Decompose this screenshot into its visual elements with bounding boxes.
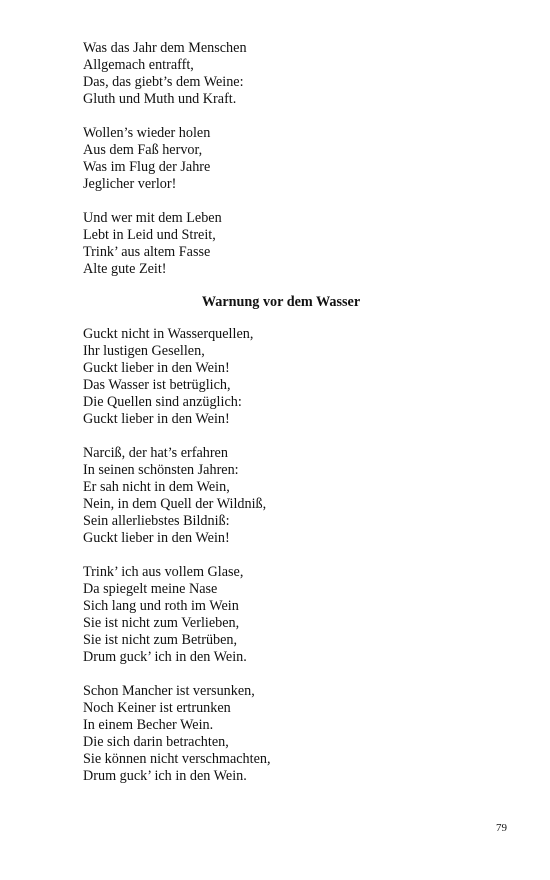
verse-line: Allgemach entrafft,: [83, 57, 194, 73]
verse-line: Die Quellen sind anzüglich:: [83, 394, 242, 410]
verse-line: Guckt lieber in den Wein!: [83, 360, 230, 376]
verse-line: Sie können nicht verschmachten,: [83, 751, 271, 767]
poem-title: Warnung vor dem Wasser: [201, 294, 361, 310]
verse-line: Narciß, der hat’s erfahren: [83, 445, 228, 461]
verse-line: Guckt lieber in den Wein!: [83, 411, 230, 427]
verse-line: Da spiegelt meine Nase: [83, 581, 218, 597]
verse-line: In einem Becher Wein.: [83, 717, 214, 733]
verse-line: Trink’ aus altem Fasse: [83, 244, 211, 260]
verse-line: Sie ist nicht zum Verlieben,: [83, 615, 240, 631]
verse-line: Noch Keiner ist ertrunken: [83, 700, 231, 716]
verse-line: Und wer mit dem Leben: [83, 210, 222, 226]
verse-line: Guckt nicht in Wasserquellen,: [83, 326, 254, 342]
poem1-stanza: [83, 40, 483, 108]
verse-line: Jeglicher verlor!: [83, 176, 177, 192]
verse-line: Gluth und Muth und Kraft.: [83, 91, 237, 107]
verse-line: Sich lang und roth im Wein: [83, 598, 239, 614]
verse-line: Wollen’s wieder holen: [83, 125, 211, 141]
verse-line: Aus dem Faß hervor,: [83, 142, 203, 158]
verse-line: Drum guck’ ich in den Wein.: [83, 768, 247, 784]
verse-line: Sein allerliebstes Bildniß:: [83, 513, 230, 529]
verse-line: Alte gute Zeit!: [83, 261, 167, 277]
page-text: [83, 40, 483, 802]
verse-line: Guckt lieber in den Wein!: [83, 530, 230, 546]
verse-line: Trink’ ich aus vollem Glase,: [83, 564, 244, 580]
verse-line: Drum guck’ ich in den Wein.: [83, 649, 247, 665]
verse-line: Lebt in Leid und Streit,: [83, 227, 216, 243]
page-number: 79: [496, 822, 507, 834]
verse-line: Was im Flug der Jahre: [83, 159, 211, 175]
verse-line: Die sich darin betrachten,: [83, 734, 229, 750]
poem2-stanza: [83, 445, 483, 547]
verse-line: Was das Jahr dem Menschen: [83, 40, 247, 56]
verse-line: Das Wasser ist betrüglich,: [83, 377, 231, 393]
verse-line: Das, das giebt’s dem Weine:: [83, 74, 244, 90]
verse-line: Nein, in dem Quell der Wildniß,: [83, 496, 267, 512]
poem2-stanza: [83, 564, 483, 666]
poem1-stanza: [83, 210, 483, 278]
verse-line: Ihr lustigen Gesellen,: [83, 343, 205, 359]
verse-line: Schon Mancher ist versunken,: [83, 683, 255, 699]
poem1-stanza: [83, 125, 483, 193]
verse-line: In seinen schönsten Jahren:: [83, 462, 239, 478]
poem2-stanza: [83, 326, 483, 428]
poem2-stanza: [83, 683, 483, 785]
verse-line: Sie ist nicht zum Betrüben,: [83, 632, 238, 648]
verse-line: Er sah nicht in dem Wein,: [83, 479, 230, 495]
